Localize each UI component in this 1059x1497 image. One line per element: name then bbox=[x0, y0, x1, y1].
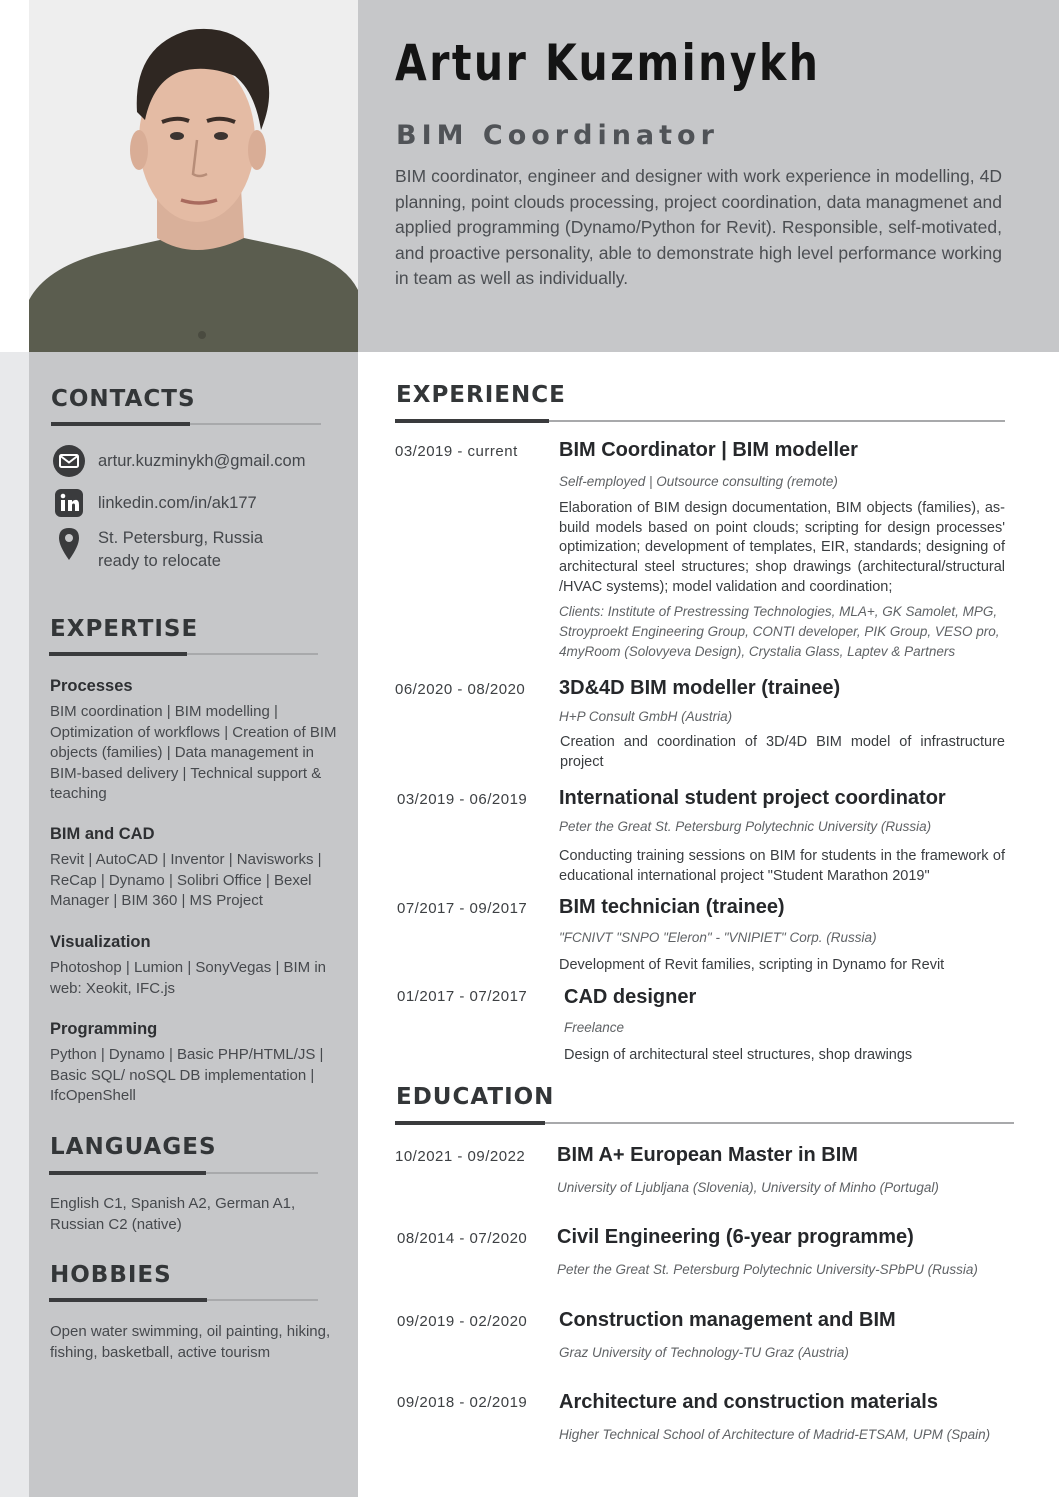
experience-date: 03/2019 - current bbox=[395, 443, 518, 460]
experience-description: Elaboration of BIM design documentation, BIM objects (families), as-build models based on point clouds; scripting for design processes' optimization; development of templates, EIR, standards; designing of architectural steel structures; shop drawings (architectural/structural /HVAC systems); model validation and coordination; bbox=[559, 500, 1005, 595]
expertise-group-text: Photoshop | Lumion | SonyVegas | BIM in web: Xeokit, IFC.js bbox=[50, 959, 327, 997]
education-date: 09/2018 - 02/2019 bbox=[397, 1394, 528, 1411]
languages-text: English C1, Spanish A2, German A1, Russian C2 (native) bbox=[50, 1195, 296, 1233]
relocate-text: ready to relocate bbox=[98, 552, 221, 570]
education-title: BIM A+ European Master in BIM bbox=[557, 1144, 858, 1166]
experience-org: Self-employed | Outsource consulting (remote) bbox=[559, 474, 838, 489]
expertise-processes bbox=[50, 677, 342, 805]
candidate-name: Artur Kuzminykh bbox=[395, 34, 821, 92]
education-date: 08/2014 - 07/2020 bbox=[397, 1230, 528, 1247]
hobbies-text: Open water swimming, oil painting, hiking, fishing, basketball, active tourism bbox=[50, 1323, 331, 1361]
expertise-group-text: Python | Dynamo | Basic PHP/HTML/JS | Basic SQL/ noSQL DB implementation | IfcOpenShell bbox=[50, 1046, 324, 1105]
contacts-heading: CONTACTS bbox=[51, 386, 196, 412]
contacts-rule bbox=[51, 423, 321, 425]
education-title: Architecture and construction materials bbox=[559, 1391, 938, 1413]
left-margin-strip bbox=[0, 352, 29, 1497]
education-org: University of Ljubljana (Slovenia), University of Minho (Portugal) bbox=[557, 1180, 939, 1195]
location-text: St. Petersburg, Russia bbox=[98, 529, 264, 547]
education-heading: EDUCATION bbox=[396, 1084, 555, 1110]
profile-photo bbox=[29, 0, 358, 352]
experience-date: 07/2017 - 09/2017 bbox=[397, 900, 528, 917]
experience-title: CAD designer bbox=[564, 986, 697, 1008]
hobbies-heading: HOBBIES bbox=[50, 1262, 172, 1288]
experience-description: Development of Revit families, scripting in Dynamo for Revit bbox=[559, 957, 945, 973]
education-date: 09/2019 - 02/2020 bbox=[397, 1313, 528, 1330]
contact-email[interactable] bbox=[52, 444, 305, 478]
expertise-group-text: BIM coordination | BIM modelling | Optimization of workflows | Creation of BIM objects (families) | Data management in BIM-based delivery | Technical support & teaching bbox=[50, 703, 337, 803]
education-rule bbox=[395, 1122, 1014, 1124]
hobbies-block bbox=[50, 1322, 342, 1363]
languages-heading: LANGUAGES bbox=[50, 1134, 217, 1160]
expertise-rule bbox=[49, 653, 318, 655]
expertise-group-text: Revit | AutoCAD | Inventor | Navisworks | ReCap | Dynamo | Solibri Office | Bexel Manager | BIM 360 | MS Project bbox=[50, 851, 322, 910]
linkedin-text[interactable]: linkedin.com/in/ak177 bbox=[98, 493, 257, 512]
experience-date: 03/2019 - 06/2019 bbox=[397, 791, 528, 808]
expertise-group-heading: BIM and CAD bbox=[50, 825, 155, 843]
experience-title: BIM technician (trainee) bbox=[559, 896, 785, 918]
expertise-group-heading: Processes bbox=[50, 677, 133, 695]
experience-description: Creation and coordination of 3D/4D BIM model of infrastructure project bbox=[560, 734, 1005, 770]
expertise-bim-cad bbox=[50, 825, 342, 912]
experience-org: Freelance bbox=[564, 1020, 625, 1035]
experience-title: 3D&4D BIM modeller (trainee) bbox=[559, 677, 841, 699]
experience-org: Peter the Great St. Petersburg Polytechnic University (Russia) bbox=[559, 819, 932, 834]
experience-description: Conducting training sessions on BIM for students in the framework of educational international project "Student Marathon 2019" bbox=[559, 848, 1005, 884]
mail-icon bbox=[52, 444, 86, 478]
profile-summary: BIM coordinator, engineer and designer with work experience in modelling, 4D planning, point clouds processing, project coordination, data managmenet and applied programming (Dynamo/Python for Revit). Responsible, self-motivated, and proactive personality, able to demonstrate high level performance working in team as well as individually. bbox=[395, 166, 1002, 289]
linkedin-icon bbox=[52, 486, 86, 520]
expertise-group-heading: Visualization bbox=[50, 933, 151, 951]
experience-heading: EXPERIENCE bbox=[396, 382, 566, 408]
education-date: 10/2021 - 09/2022 bbox=[395, 1148, 526, 1165]
education-org: Graz University of Technology-TU Graz (Austria) bbox=[559, 1345, 849, 1360]
experience-org: "FCNIVT "SNPO "Eleron" - "VNIPIET" Corp. (Russia) bbox=[559, 930, 877, 945]
candidate-role: BIM Coordinator bbox=[396, 120, 719, 151]
education-org: Peter the Great St. Petersburg Polytechnic University-SPbPU (Russia) bbox=[557, 1262, 978, 1277]
expertise-heading: EXPERTISE bbox=[50, 616, 199, 642]
hobbies-rule bbox=[49, 1299, 318, 1301]
experience-rule bbox=[395, 420, 1005, 422]
languages-block bbox=[50, 1194, 342, 1235]
expertise-group-heading: Programming bbox=[50, 1020, 158, 1038]
experience-date: 06/2020 - 08/2020 bbox=[395, 681, 526, 698]
education-title: Civil Engineering (6-year programme) bbox=[557, 1226, 914, 1248]
expertise-programming bbox=[50, 1020, 342, 1107]
experience-title: BIM Coordinator | BIM modeller bbox=[559, 439, 858, 461]
experience-description: Design of architectural steel structures, shop drawings bbox=[564, 1047, 913, 1063]
location-pin-icon bbox=[52, 527, 86, 561]
languages-rule bbox=[49, 1172, 318, 1174]
contact-location bbox=[52, 527, 263, 573]
expertise-visualization bbox=[50, 933, 342, 999]
experience-org: H+P Consult GmbH (Austria) bbox=[559, 709, 733, 724]
email-text[interactable]: artur.kuzminykh@gmail.com bbox=[98, 451, 306, 470]
education-title: Construction management and BIM bbox=[559, 1309, 896, 1331]
experience-clients: Clients: Institute of Prestressing Technologies, MLA+, GK Samolet, MPG, Stroyproekt Engineering Group, CONTI developer, PIK Group, VESO pro, 4myRoom (Solovyeva Design), Crystalia Glass, Laptev & Partners bbox=[559, 604, 1000, 659]
education-org: Higher Technical School of Architecture of Madrid-ETSAM, UPM (Spain) bbox=[559, 1427, 991, 1442]
experience-title: International student project coordinator bbox=[559, 787, 946, 809]
contact-linkedin[interactable] bbox=[52, 486, 257, 520]
experience-date: 01/2017 - 07/2017 bbox=[397, 988, 528, 1005]
